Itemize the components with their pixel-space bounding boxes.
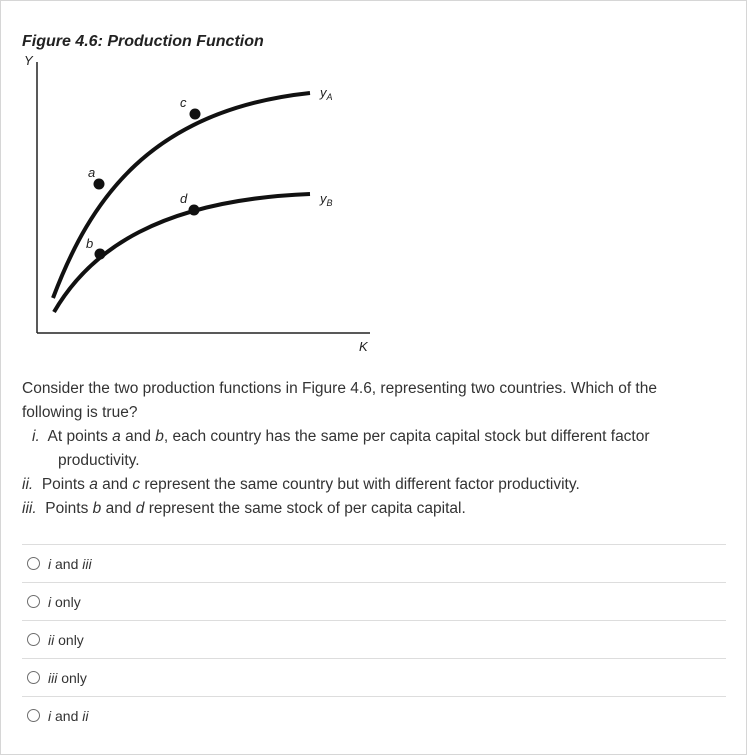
answer-options: [22, 544, 726, 734]
point-c-label: c: [180, 95, 187, 110]
point-a-label: a: [88, 165, 96, 180]
answer-option-1[interactable]: [22, 544, 726, 582]
answer-label: iii only: [48, 669, 87, 686]
curve-yb: [54, 194, 310, 312]
question-text: [22, 377, 712, 521]
radio-button[interactable]: [27, 633, 40, 646]
point-b-label: b: [86, 236, 94, 251]
radio-button[interactable]: [27, 557, 40, 570]
answer-option-3[interactable]: [22, 620, 726, 658]
answer-option-5[interactable]: [22, 696, 726, 734]
point-a: [94, 179, 105, 190]
answer-option-2[interactable]: [22, 582, 726, 620]
point-b: [95, 249, 106, 260]
answer-label: i only: [48, 593, 81, 610]
answer-option-4[interactable]: [22, 658, 726, 696]
curve-ya-label: $y_A$: [320, 85, 333, 102]
answer-label: i and ii: [48, 707, 89, 724]
production-function-figure: [0, 0, 747, 370]
answer-label: ii only: [48, 631, 84, 648]
answer-label: i and iii: [48, 555, 92, 572]
x-axis-label: K: [359, 339, 368, 354]
curve-yb-label: $y_B$: [320, 191, 333, 208]
statement-iii: iii. Points b and d represent the same stock of per capita capital.: [22, 500, 466, 517]
radio-button[interactable]: [27, 671, 40, 684]
question-prompt: Consider the two production functions in Figure 4.6, representing two countries. Which of the following is true?: [22, 380, 657, 421]
point-c: [190, 109, 201, 120]
figure-title: Figure 4.6: Production Function: [22, 33, 264, 50]
statement-i: i. At points a and b, each country has the same per capita capital stock but different factor productivity.: [32, 428, 650, 469]
radio-button[interactable]: [27, 595, 40, 608]
radio-button[interactable]: [27, 709, 40, 722]
statement-ii: ii. Points a and c represent the same country but with different factor productivity.: [22, 476, 580, 493]
point-d: [189, 205, 200, 216]
y-axis-label: Y: [24, 53, 33, 68]
point-d-label: d: [180, 191, 188, 206]
